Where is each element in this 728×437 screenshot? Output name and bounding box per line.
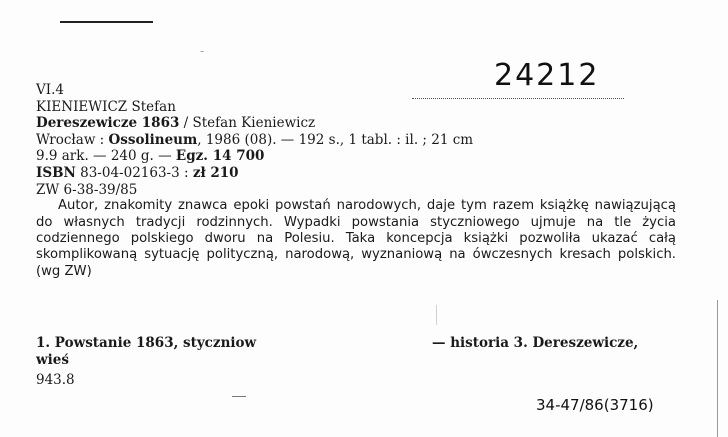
catalog-number: 34-47/86(3716) xyxy=(536,396,654,414)
divider xyxy=(436,305,437,325)
publisher: Ossolineum xyxy=(108,131,198,148)
bibliographic-entry xyxy=(36,82,684,280)
top-mark: - xyxy=(200,44,205,58)
publication-line xyxy=(36,132,684,149)
publication-place: Wrocław : xyxy=(36,131,109,148)
isbn-line xyxy=(36,165,684,182)
subject-continuation: — historia 3. Dereszewicze, xyxy=(432,335,639,351)
price: zł 210 xyxy=(192,164,239,181)
title: Dereszewicze 1863 xyxy=(36,115,180,132)
call-number: VI.4 xyxy=(36,82,64,98)
abstract: Autor, znakomity znawca epoki powstań narodowych, daje tym razem książkę nawiązującą do własnych tradycji rodzinnych. Wypadki powstania styczniowego ujmuje na tle życia codziennego polskiego dworu na Polesiu. Taka koncepcja książki pozwoliła ukazać całą skomplikowaną sytuację polityczną, narodową, wyznaniową na ówczesnych kresach polskich. (wg ZW) xyxy=(36,198,676,279)
publication-details: , 1986 (08). — 192 s., 1 tabl. : il. ; 21 cm xyxy=(197,131,474,148)
author-heading: KIENIEWICZ Stefan xyxy=(36,98,176,115)
classification-number: 943.8 xyxy=(36,372,75,388)
subject-line-1: 1. Powstanie 1863, styczniow xyxy=(36,335,257,351)
physical-line xyxy=(36,148,684,165)
card-edge xyxy=(717,300,718,437)
responsibility: / Stefan Kieniewicz xyxy=(179,115,316,132)
print-run: Egz. 14 700 xyxy=(175,148,265,165)
top-rule xyxy=(60,21,153,23)
title-line xyxy=(36,115,684,132)
subject-line-2: wieś xyxy=(36,351,69,368)
physical-description: 9.9 ark. — 240 g. — xyxy=(36,148,176,165)
accession-number: 24212 xyxy=(494,58,600,93)
bottom-mark xyxy=(232,396,246,397)
zw-line: ZW 6-38-39/85 xyxy=(36,181,138,198)
isbn-value: 83-04-02163-3 : xyxy=(75,164,193,181)
isbn-label: ISBN xyxy=(36,164,76,181)
